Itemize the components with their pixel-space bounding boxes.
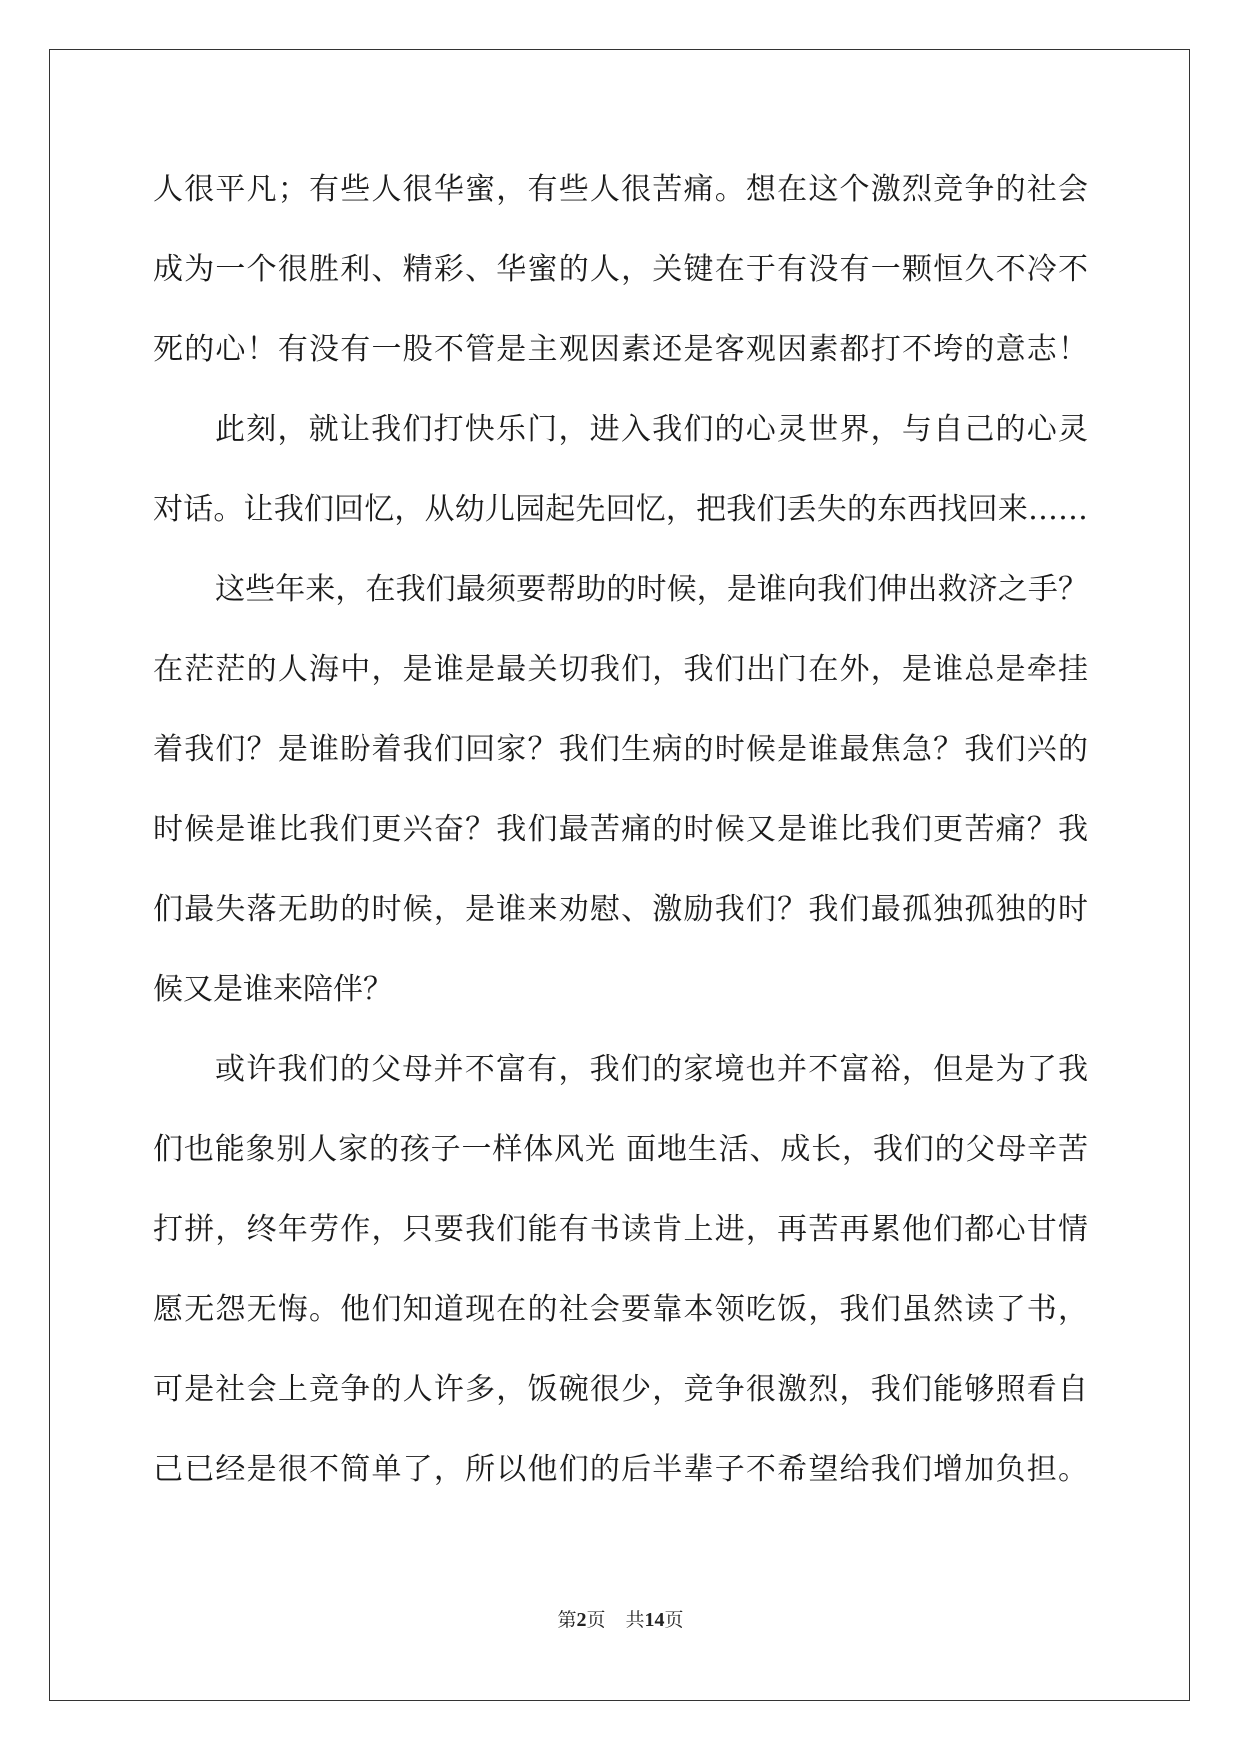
- text-line: 愿无怨无悔。他们知道现在的社会要靠本领吃饭，我们虽然读了书，: [153, 1292, 1088, 1327]
- document-body: [153, 160, 1088, 1520]
- paragraph-first-line: 此刻，就让我们打快乐门，进入我们的心灵世界，与自己的心灵: [215, 412, 1088, 447]
- text-line: 可是社会上竞争的人许多，饭碗很少，竞争很激烈，我们能够照看自: [153, 1372, 1088, 1407]
- text-line: 己已经是很不简单了，所以他们的后半辈子不希望给我们增加负担。: [153, 1452, 1088, 1487]
- text-line: 候又是谁来陪伴？: [153, 972, 393, 1007]
- total-suffix: 页: [664, 1609, 684, 1631]
- text-line: 们最失落无助的时候，是谁来劝慰、激励我们？我们最孤独孤独的时: [153, 892, 1088, 927]
- page-suffix: 页: [586, 1609, 606, 1631]
- text-line: 着我们？是谁盼着我们回家？我们生病的时候是谁最焦急？我们兴的: [153, 732, 1088, 767]
- page-footer: [0, 1607, 1241, 1633]
- text-line: 对话。让我们回忆，从幼儿园起先回忆，把我们丢失的东西找回来……: [153, 492, 1088, 527]
- text-line: 们也能象别人家的孩子一样体风光 面地生活、成长，我们的父母辛苦: [153, 1132, 1088, 1167]
- page-current-number: 2: [576, 1609, 587, 1631]
- text-line: 人很平凡；有些人很华蜜，有些人很苦痛。想在这个激烈竞争的社会: [153, 172, 1088, 207]
- text-line: 时候是谁比我们更兴奋？我们最苦痛的时候又是谁比我们更苦痛？我: [153, 812, 1088, 847]
- paragraph-first-line: 这些年来，在我们最须要帮助的时候，是谁向我们伸出救济之手？: [215, 572, 1088, 607]
- page-prefix: 第: [557, 1609, 577, 1631]
- text-line: 在茫茫的人海中，是谁是最关切我们，我们出门在外，是谁总是牵挂: [153, 652, 1088, 687]
- total-prefix: 共: [625, 1609, 645, 1631]
- text-line: 死的心！有没有一股不管是主观因素还是客观因素都打不垮的意志！: [153, 332, 1088, 367]
- text-line: 打拼，终年劳作，只要我们能有书读肯上进，再苦再累他们都心甘情: [153, 1212, 1088, 1247]
- page-total-number: 14: [644, 1609, 665, 1631]
- text-line: 成为一个很胜利、精彩、华蜜的人，关键在于有没有一颗恒久不冷不: [153, 252, 1088, 287]
- paragraph-first-line: 或许我们的父母并不富有，我们的家境也并不富裕，但是为了我: [215, 1052, 1088, 1087]
